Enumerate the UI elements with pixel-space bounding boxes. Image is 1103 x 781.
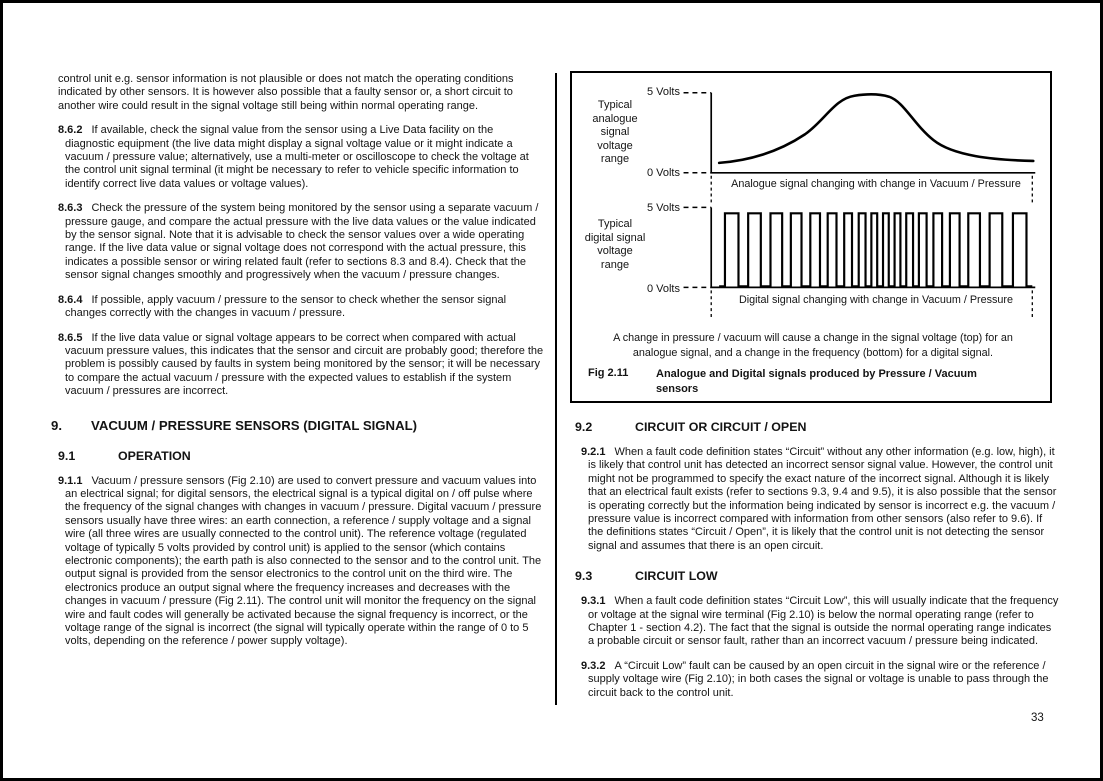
analogue-5v-label: 5 Volts xyxy=(646,86,680,98)
section-text: If available, check the signal value from the sensor using a Live Data facility on the diagnostic equipment (the live data might display a signal voltage value or it might indicate a vacuum / pressure value; alternatively, use a multi-meter or oscilloscope to check the voltage at the control unit signal terminal (it might be necessary to refer to vehicle specific information to identify correct live data values or voltage values). xyxy=(65,124,529,190)
section-8-6-2 xyxy=(58,124,544,191)
analogue-signal-curve xyxy=(719,94,1033,163)
section-text: Check the pressure of the system being monitored by the sensor using a separate vacuum / pressure gauge, and compare the actual pressure with the live data values or the value indicated by the sensor signal. Note that it is advisable to check the sensor values over a wide operating range. If the live data value or signal voltage does not correspond with the actual pressure, this indicates a possible sensor or wiring related fault (refer to sections 8.3 and 8.4). Check that the sensor signal changes smoothly and progressively when the vacuum / pressure changes. xyxy=(65,202,539,282)
heading-title: VACUUM / PRESSURE SENSORS (DIGITAL SIGNAL) xyxy=(91,417,418,433)
figure-caption-text: Analogue and Digital signals produced by Pressure / Vacuum sensors xyxy=(656,368,977,395)
heading-number: 9.3 xyxy=(575,569,593,584)
heading-number: 9. xyxy=(51,417,62,433)
left-column xyxy=(51,73,544,660)
digital-waveform xyxy=(719,213,1032,286)
section-9-2-1 xyxy=(581,446,1060,553)
heading-9 xyxy=(51,418,544,433)
heading-title: CIRCUIT OR CIRCUIT / OPEN xyxy=(635,420,807,434)
heading-title: CIRCUIT LOW xyxy=(635,569,718,584)
heading-number: 9.1 xyxy=(58,448,76,463)
analogue-plot-caption: Analogue signal changing with change in Vacuum / Pressure xyxy=(731,178,1021,190)
column-divider xyxy=(555,73,557,705)
page-number: 33 xyxy=(1031,712,1044,724)
section-number: 9.2.1 xyxy=(581,446,606,458)
intro-paragraph: control unit e.g. sensor information is not plausible or does not match the operating conditions indicated by other sensors. It is however also possible that a faulty sensor or, a short circuit to another wire could result in the signal voltage still being within normal operating range. xyxy=(58,73,514,112)
section-number: 8.6.5 xyxy=(58,331,83,344)
section-number: 9.1.1 xyxy=(58,474,83,487)
right-column xyxy=(570,71,1060,711)
section-9-3-1 xyxy=(581,595,1060,649)
heading-title: OPERATION xyxy=(118,448,191,463)
figure-2-11 xyxy=(570,71,1052,403)
section-number: 8.6.3 xyxy=(58,202,83,215)
heading-9-1 xyxy=(58,449,544,463)
figure-note: A change in pressure / vacuum will cause a change in the signal voltage (top) for an analogue signal, and a change in the frequency (bottom) for a digital signal. xyxy=(613,332,1013,359)
section-text: If possible, apply vacuum / pressure to the sensor to check whether the sensor signal changes correctly with the changes in vacuum / pressure. xyxy=(65,293,507,320)
section-8-6-5 xyxy=(58,332,544,399)
section-text: Vacuum / pressure sensors (Fig 2.10) are used to convert pressure and vacuum values into an electrical signal; for digital sensors, the electrical signal is a typical digital on / off pulse where the frequency of the signal changes with changes in vacuum / pressure. Digital vacuum / pressure sensors usually have three wires: an earth connection, a reference / supply voltage and a signal wire (all three wires are usually connected to the control unit). The reference voltage (regulated voltage of typically 5 volts provided by control unit) is applied to the sensor (which contains electronic components); the earth path is also connected to the sensor and to the control unit. The output signal is provided from the sensor electronics to the control unit on the third wire. The electronics produce an output signal where the frequency increases and decreases with the changes in vacuum / pressure (Fig 2.11). The control unit will monitor the frequency on the signal wire and fault codes will generally be activated because the signal frequency is incorrect, or the voltage range of the signal is incorrect (the signal will typically operate within the range of 0 to 5 volts, depending on the reference / power supply voltage). xyxy=(65,474,542,648)
heading-9-2 xyxy=(575,420,1060,434)
section-number: 9.3.1 xyxy=(581,595,606,608)
section-8-6-4 xyxy=(58,294,544,321)
section-text: A “Circuit Low” fault can be caused by an open circuit in the signal wire or the reference / supply voltage wire (Fig 2.10); in both cases the signal or voltage is unable to pass through the circuit back to the control unit. xyxy=(588,659,1049,699)
section-text: If the live data value or signal voltage appears to be correct when compared with actual vacuum pressure values, this indicates that the sensor and circuit are probably good; therefore the problem is possibly caused by faults in system being monitored by the sensor; it will be necessary to compare the actual vacuum / pressure with the expected values to establish if the system vacuum / pressures are incorrect. xyxy=(65,331,544,398)
analogue-axis xyxy=(711,93,1035,173)
section-9-1-1 xyxy=(58,475,544,649)
section-number: 8.6.4 xyxy=(58,293,83,306)
section-text: When a fault code definition states “Circuit” without any other information (e.g. low, high), it is likely that control unit has detected an incorrect sensor signal value. However, the control unit might not be programmed to specify the exact nature of the incorrect signal. Although it is likely that an electrical fault exists (refer to sections 9.3, 9.4 and 9.5), it is also possible that the sensor is operating correctly but the information being indicated by sensor is incorrect e.g. the vacuum / pressure value is incorrect compared with information from other sensors (also refer to 9.6). If the definitions states “Circuit / Open”, it is likely that the control unit is not detecting the sensor signal and assumes that there is an open circuit. xyxy=(588,446,1057,552)
analogue-0v-label: 0 Volts xyxy=(646,167,680,179)
digital-range-label: Typical digital signal voltage range xyxy=(584,218,646,271)
figure-number: Fig 2.11 xyxy=(588,367,629,379)
section-9-3-2 xyxy=(581,660,1060,700)
section-8-6-3 xyxy=(58,202,544,282)
section-text: When a fault code definition states “Circuit Low”, this will usually indicate that the frequency or voltage at the signal wire terminal (Fig 2.10) is below the normal operating range (refer to Chapter 1 - section 4.2). The fact that the signal is outside the normal operating range indicates a probable circuit or sensor fault, rather than an incorrect vacuum / pressure being indicated. xyxy=(588,595,1059,648)
analogue-range-label: Typical analogue signal voltage range xyxy=(592,99,638,165)
heading-9-3 xyxy=(575,569,1060,583)
section-number: 9.3.2 xyxy=(581,659,606,672)
figure-caption xyxy=(588,367,986,397)
digital-plot-caption: Digital signal changing with change in Vacuum / Pressure xyxy=(738,294,1014,306)
section-number: 8.6.2 xyxy=(58,124,83,137)
digital-0v-label: 0 Volts xyxy=(646,283,680,295)
digital-5v-label: 5 Volts xyxy=(646,202,680,214)
heading-number: 9.2 xyxy=(575,420,593,434)
